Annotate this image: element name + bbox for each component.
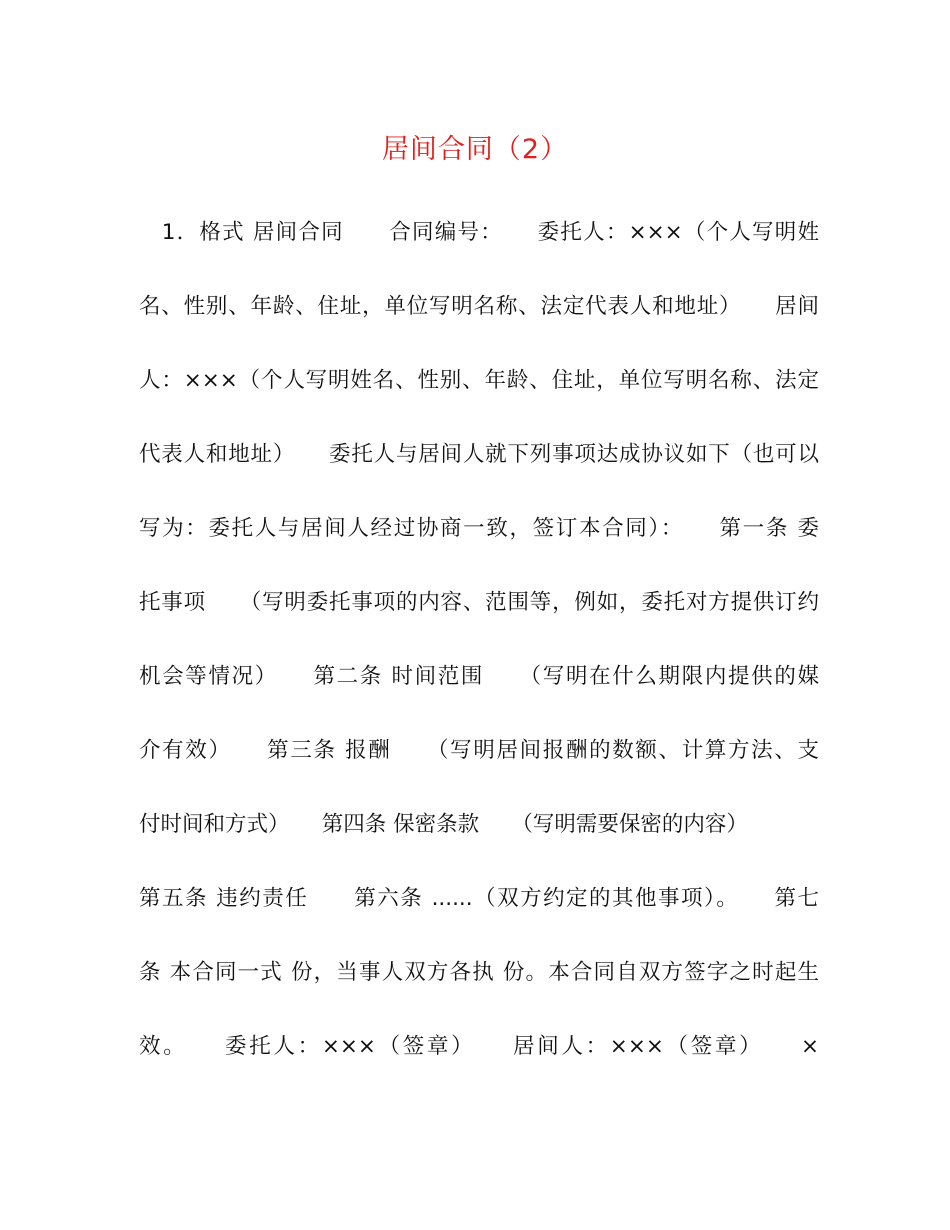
- document-body: [139, 196, 819, 1084]
- body-line: 名、性别、年龄、住址，单位写明名称、法定代表人和地址） 居间: [139, 294, 819, 319]
- body-line: 托事项 （写明委托事项的内容、范围等，例如，委托对方提供订约: [139, 590, 819, 615]
- body-line: 人：×××（个人写明姓名、性别、年龄、住址，单位写明名称、法定: [139, 368, 819, 393]
- body-line: 第五条 违约责任 第六条 ......（双方约定的其他事项）。 第七: [139, 886, 819, 911]
- body-line: 介有效） 第三条 报酬 （写明居间报酬的数额、计算方法、支: [139, 738, 819, 763]
- body-line: 代表人和地址） 委托人与居间人就下列事项达成协议如下（也可以: [139, 442, 819, 467]
- body-line: 1．格式 居间合同 合同编号： 委托人：×××（个人写明姓: [139, 220, 819, 245]
- body-line: 效。 委托人：×××（签章） 居间人：×××（签章） ×: [139, 1034, 819, 1059]
- document-title: 居间合同（2）: [381, 134, 569, 165]
- body-line: 条 本合同一式 份，当事人双方各执 份。本合同自双方签字之时起生: [139, 960, 819, 985]
- body-line: 机会等情况） 第二条 时间范围 （写明在什么期限内提供的媒: [139, 664, 819, 689]
- body-line: 写为：委托人与居间人经过协商一致，签订本合同）： 第一条 委: [139, 516, 819, 541]
- body-line: 付时间和方式） 第四条 保密条款 （写明需要保密的内容）: [139, 812, 748, 837]
